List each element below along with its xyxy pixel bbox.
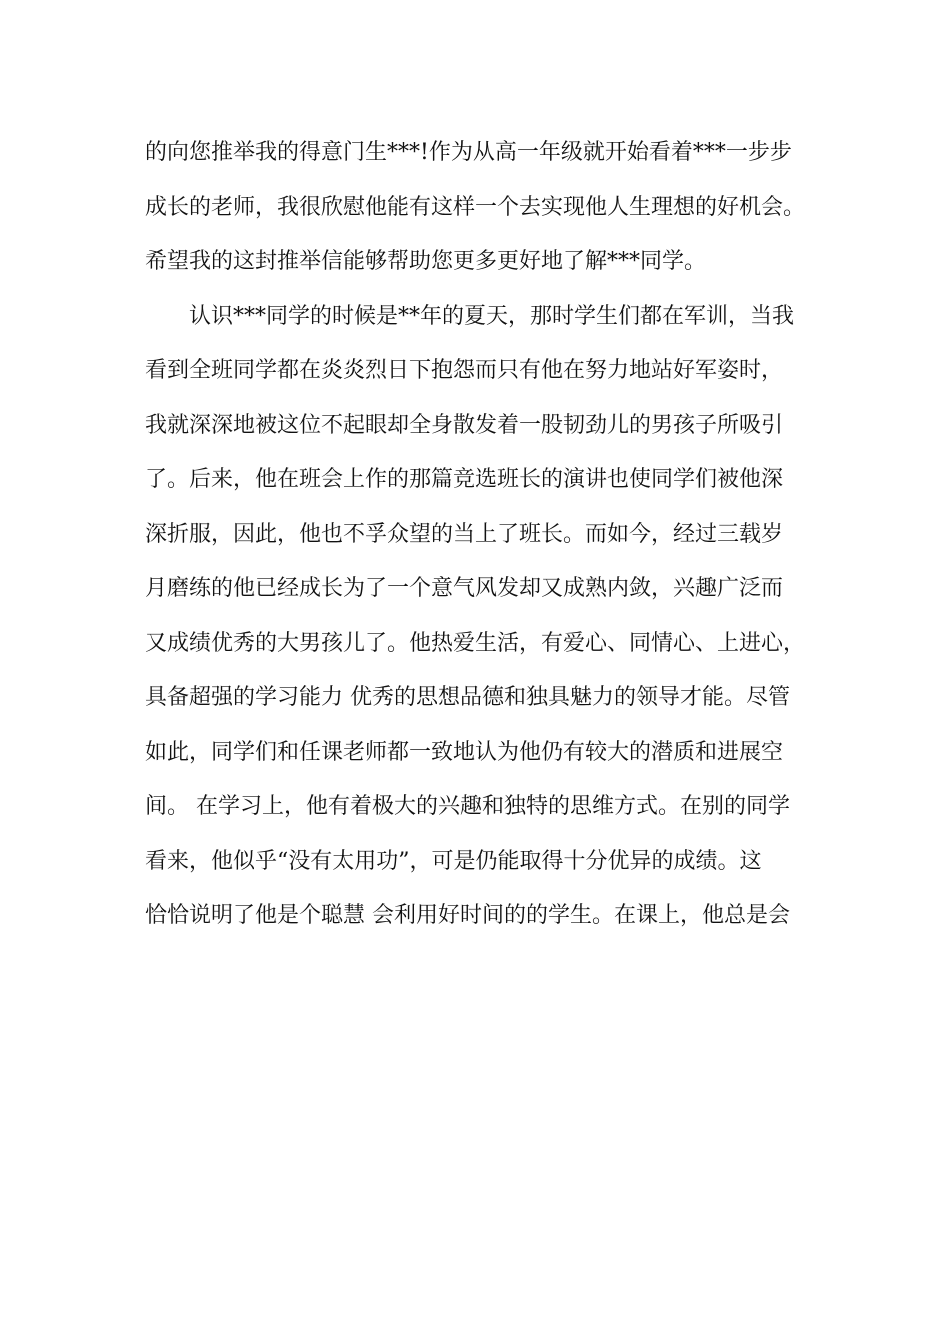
text-line: 成长的老师，我很欣慰他能有这样一个去实现他人生理想的好机会。 <box>145 194 806 220</box>
text-line: 月磨练的他已经成长为了一个意气风发却又成熟内敛，兴趣广泛而 <box>145 576 784 601</box>
text-line: 了。后来，他在班会上作的那篇竞选班长的演讲也使同学们被他深 <box>145 467 784 492</box>
paragraph-start-line: 认识***同学的时候是**年的夏天，那时学生们都在军训，当我 <box>189 303 795 329</box>
text-line: 我就深深地被这位不起眼却全身散发着一股韧劲儿的男孩子所吸引 <box>145 412 784 438</box>
text-line: 看来，他似乎“没有太用功”，可是仍能取得十分优异的成绩。这 <box>145 848 762 874</box>
text-line: 又成绩优秀的大男孩儿了。他热爱生活，有爱心、同情心、上进心， <box>145 630 806 656</box>
text-line: 的向您推举我的得意门生***!作为从高一年级就开始看着***一步步 <box>145 140 792 165</box>
text-line: 恰恰说明了他是个聪慧 会利用好时间的的学生。在课上，他总是会 <box>145 903 790 928</box>
letter-body <box>145 126 835 944</box>
text-line: 深折服，因此，他也不孚众望的当上了班长。而如今，经过三载岁 <box>145 521 784 547</box>
text-line: 间。 在学习上，他有着极大的兴趣和独特的思维方式。在别的同学 <box>145 794 790 819</box>
text-line: 具备超强的学习能力 优秀的思想品德和独具魅力的领导才能。尽管 <box>145 685 790 710</box>
text-line: 希望我的这封推举信能够帮助您更多更好地了解***同学。 <box>145 249 707 274</box>
text-line: 看到全班同学都在炎炎烈日下抱怨而只有他在努力地站好军姿时， <box>145 358 784 383</box>
text-line: 如此，同学们和任课老师都一致地认为他仍有较大的潜质和进展空 <box>145 739 784 765</box>
